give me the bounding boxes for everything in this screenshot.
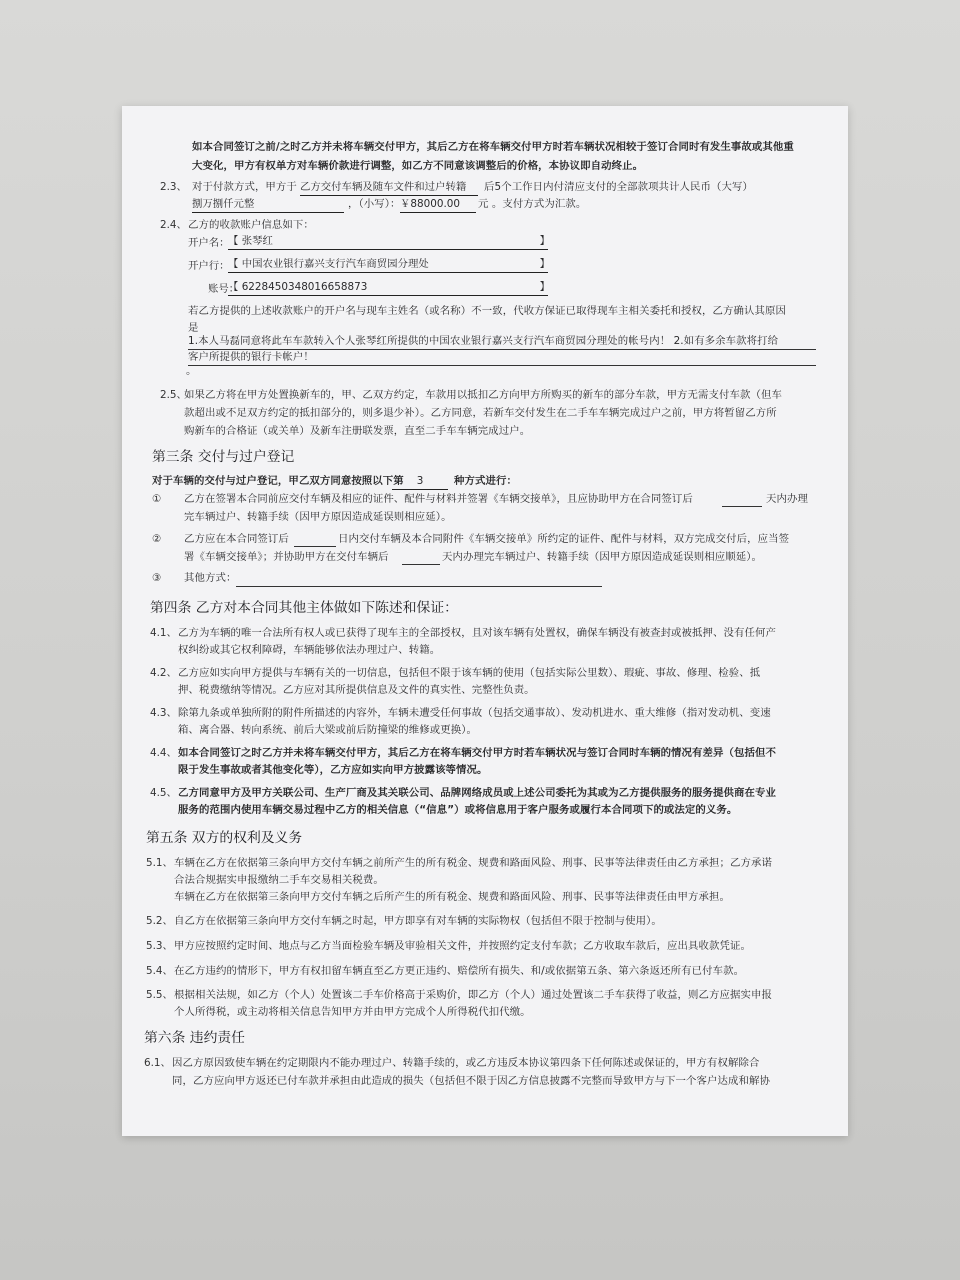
clause-num-5-2: 5.2、 (146, 915, 173, 927)
amount-words-value: 捌万捌仟元整 (192, 198, 255, 210)
clause-5-1-line-3: 车辆在乙方在依据第三条向甲方交付车辆之后所产生的所有税金、规费和路面风险、刑事、民事等法律责任由甲方承担。 (174, 891, 730, 903)
article-4-title: 第四条 乙方对本合同其他主体做如下陈述和保证： (150, 600, 458, 616)
account-holder-value: 【 张琴红 (228, 235, 273, 247)
clause-4-5-line-1: 乙方同意甲方及甲方关联公司、生产厂商及其关联公司、品牌网络成员或上述公司委托为其或为乙方提供服务的服务提供商在专业 (178, 787, 776, 799)
clause-2-5-line-1: 如果乙方将在甲方处置换新车的，甲、乙双方约定，车款用以抵扣乙方向甲方所购买的新车的部分车款，甲方无需支付车款（但车 (184, 389, 782, 401)
clause-2-3-text-a: 对于付款方式，甲方于 (192, 181, 297, 193)
choice-value: 3 (416, 475, 424, 487)
option-1-line-2: 完车辆过户、转籍手续（因甲方原因造成延误则相应延）。 (184, 511, 452, 523)
clause-4-2-line-2: 押、税费缴纳等情况。乙方应对其所提供信息及文件的真实性、完整性负责。 (178, 684, 535, 696)
clause-2-5-line-2: 款超出或不足双方约定的抵扣部分的，则多退少补）。乙方同意，若新车交付发生在二手车车辆完成过户之前，甲方将暂留乙方所 (184, 407, 777, 419)
choice-field (392, 474, 448, 490)
account-number-field (228, 280, 548, 296)
amount-small-label: ，（小写）： (348, 198, 401, 210)
account-note-line-1: 若乙方提供的上述收款账户的开户名与现车主姓名（或名称）不一致，代收方保证已取得现车主相关委托和授权，乙方确认其原因 (188, 305, 786, 317)
clause-num-5-5: 5.5、 (146, 989, 173, 1001)
option-1-line-1a: 乙方在签署本合同前应交付车辆及相应的证件、配件与材料并签署《车辆交接单》，且应协助甲方在合同签订后 (184, 493, 693, 505)
clause-2-4-title: 乙方的收款账户信息如下： (188, 219, 314, 231)
clause-num-2-4: 2.4、 (160, 219, 187, 231)
option-1-line-1b: 天内办理 (766, 493, 808, 505)
option-2-line-1a: 乙方应在本合同签订后 (184, 533, 289, 545)
option-1-num: ① (152, 493, 162, 505)
clause-num-2-3: 2.3、 (160, 181, 187, 193)
clause-5-1-line-2: 合法合规据实申报缴纳二手车交易相关税费。 (174, 874, 384, 886)
intro-line-1: 如本合同签订之前/之时乙方并未将车辆交付甲方，其后乙方在将车辆交付甲方时若车辆状况相较于签订合同时有发生事故或其他重 (192, 141, 794, 153)
payment-condition-field (300, 180, 478, 196)
option-2-line-2b: 天内办理完车辆过户、转籍手续（因甲方原因造成延误则相应顺延）。 (442, 551, 763, 563)
option-3-blank (236, 586, 602, 587)
bracket-close: 】 (539, 258, 550, 270)
bank-name-value: 【 中国农业银行嘉兴支行汽车商贸园分理处 (228, 258, 429, 270)
clause-2-3-text-c: 元 。支付方式为汇款。 (478, 198, 587, 210)
handwritten-note-line-1: 1.本人马磊同意将此车车款转入个人张琴红所提供的中国农业银行嘉兴支行汽车商贸园分理处的帐号内！ 2.如有多余车款将打给 (188, 335, 779, 347)
clause-5-1-line-1: 车辆在乙方在依据第三条向甲方交付车辆之前所产生的所有税金、规费和路面风险、刑事、民事等法律责任由乙方承担；乙方承诺 (174, 857, 772, 869)
contract-page (122, 106, 848, 1136)
account-label: 账号： (208, 283, 240, 295)
bracket-close: 】 (539, 235, 550, 247)
amount-number-field (400, 197, 476, 213)
option-3-label: 其他方式： (184, 572, 237, 584)
amount-words-field (192, 197, 344, 213)
clause-4-2-line-1: 乙方应如实向甲方提供与车辆有关的一切信息，包括但不限于该车辆的使用（包括实际公里数）、瑕疵、事故、修理、检验、抵 (178, 667, 761, 679)
clause-num-5-4: 5.4、 (146, 965, 173, 977)
account-number-value: 【 6228450348016658873 (228, 281, 368, 293)
option-1-days-blank (722, 506, 762, 507)
clause-4-3-line-2: 箱、离合器、转向系统、前后大梁或前后防撞梁的维修或更换）。 (178, 724, 478, 736)
payment-condition-value: 乙方交付车辆及随车文件和过户转籍 (300, 181, 467, 193)
clause-num-5-1: 5.1、 (146, 857, 173, 869)
article-6-title: 第六条 违约责任 (144, 1030, 245, 1046)
option-2-days-blank-1 (294, 546, 336, 547)
clause-4-5-line-2: 服务的范围内使用车辆交易过程中乙方的相关信息（“信息”）或将信息用于客户服务或履行本合同项下的或法定的义务。 (178, 804, 738, 816)
clause-5-2-text: 自乙方在依据第三条向甲方交付车辆之时起，甲方即享有对车辆的实际物权（包括但不限于控制与使用）。 (174, 915, 662, 927)
clause-5-5-line-1: 根据相关法规，如乙方（个人）处置该二手车价格高于采购价，即乙方（个人）通过处置该二手车获得了收益，则乙方应据实申报 (174, 989, 772, 1001)
clause-2-3-text-b: 后5个工作日内付清应支付的全部款项共计人民币（大写） (484, 181, 753, 193)
clause-4-4-line-1: 如本合同签订之时乙方并未将车辆交付甲方，其后乙方在将车辆交付甲方时若车辆状况与签订合同时车辆的情况有差异（包括但不 (178, 747, 776, 759)
clause-num-4-5: 4.5、 (150, 787, 177, 799)
clause-4-3-line-1: 除第九条或单独所附的附件所描述的内容外，车辆未遭受任何事故（包括交通事故）、发动机进水、重大维修（指对发动机、变速 (178, 707, 771, 719)
option-2-num: ② (152, 533, 162, 545)
article-3-intro-a: 对于车辆的交付与过户登记，甲乙双方同意按照以下第 (152, 475, 404, 487)
bank-label: 开户行： (188, 260, 230, 272)
clause-num-4-2: 4.2、 (150, 667, 177, 679)
clause-num-6-1: 6.1、 (144, 1057, 171, 1069)
clause-2-5-line-3: 购新车的合格证（或关单）及新车注册联发票，直至二手车车辆完成过户。 (184, 425, 531, 437)
clause-5-4-text: 在乙方违约的情形下，甲方有权扣留车辆直至乙方更正违约、赔偿所有损失、和/或依据第五条、第六条返还所有已付车款。 (174, 965, 745, 977)
clause-num-2-5: 2.5、 (160, 389, 187, 401)
clause-num-5-3: 5.3、 (146, 940, 173, 952)
bank-name-field (228, 257, 548, 273)
article-5-title: 第五条 双方的权利及义务 (146, 830, 303, 846)
clause-4-4-line-2: 限于发生事故或者其他变化等），乙方应如实向甲方披露该等情况。 (178, 764, 488, 776)
article-3-title: 第三条 交付与过户登记 (152, 449, 295, 465)
option-2-days-blank-2 (402, 564, 440, 565)
clause-num-4-1: 4.1、 (150, 627, 177, 639)
intro-line-2: 大变化，甲方有权单方对车辆价款进行调整，如乙方不同意该调整后的价格，本协议即自动终止。 (192, 160, 644, 172)
note-underline-2 (188, 365, 816, 366)
clause-4-1-line-2: 权纠纷或其它权利障碍，车辆能够依法办理过户、转籍。 (178, 644, 441, 656)
clause-5-3-text: 甲方应按照约定时间、地点与乙方当面检验车辆及审验相关文件，并按照约定支付车款；乙方收取车款后，应出具收款凭证。 (174, 940, 751, 952)
amount-number-value: ￥88000.00 (400, 198, 460, 210)
option-2-line-2a: 署《车辆交接单》；并协助甲方在交付车辆后 (184, 551, 389, 563)
account-note-line-2: 是 (188, 322, 199, 334)
clause-num-4-3: 4.3、 (150, 707, 177, 719)
account-holder-field (228, 234, 548, 250)
option-2-line-1b: 日内交付车辆及本合同附件《车辆交接单》所约定的证件、配件与材料，双方完成交付后，应当签 (338, 533, 790, 545)
option-3-num: ③ (152, 572, 162, 584)
handwritten-note-line-2: 客户所提供的银行卡帐户！ (188, 351, 314, 363)
note-end-dot: 。 (186, 365, 197, 377)
article-3-intro-b: 种方式进行： (454, 475, 517, 487)
clause-4-1-line-1: 乙方为车辆的唯一合法所有权人或已获得了现车主的全部授权，且对该车辆有处置权，确保车辆没有被查封或被抵押、没有任何产 (178, 627, 776, 639)
clause-6-1-line-2: 同，乙方应向甲方返还已付车款并承担由此造成的损失（包括但不限于因乙方信息披露不完整而导致甲方与下一个客户达成和解协 (172, 1075, 770, 1087)
bracket-close: 】 (539, 281, 550, 293)
clause-num-4-4: 4.4、 (150, 747, 177, 759)
holder-label: 开户名： (188, 237, 230, 249)
clause-5-5-line-2: 个人所得税，或主动将相关信息告知甲方并由甲方完成个人所得税代扣代缴。 (174, 1006, 531, 1018)
clause-6-1-line-1: 因乙方原因致使车辆在约定期限内不能办理过户、转籍手续的，或乙方违反本协议第四条下任何陈述或保证的，甲方有权解除合 (172, 1057, 760, 1069)
